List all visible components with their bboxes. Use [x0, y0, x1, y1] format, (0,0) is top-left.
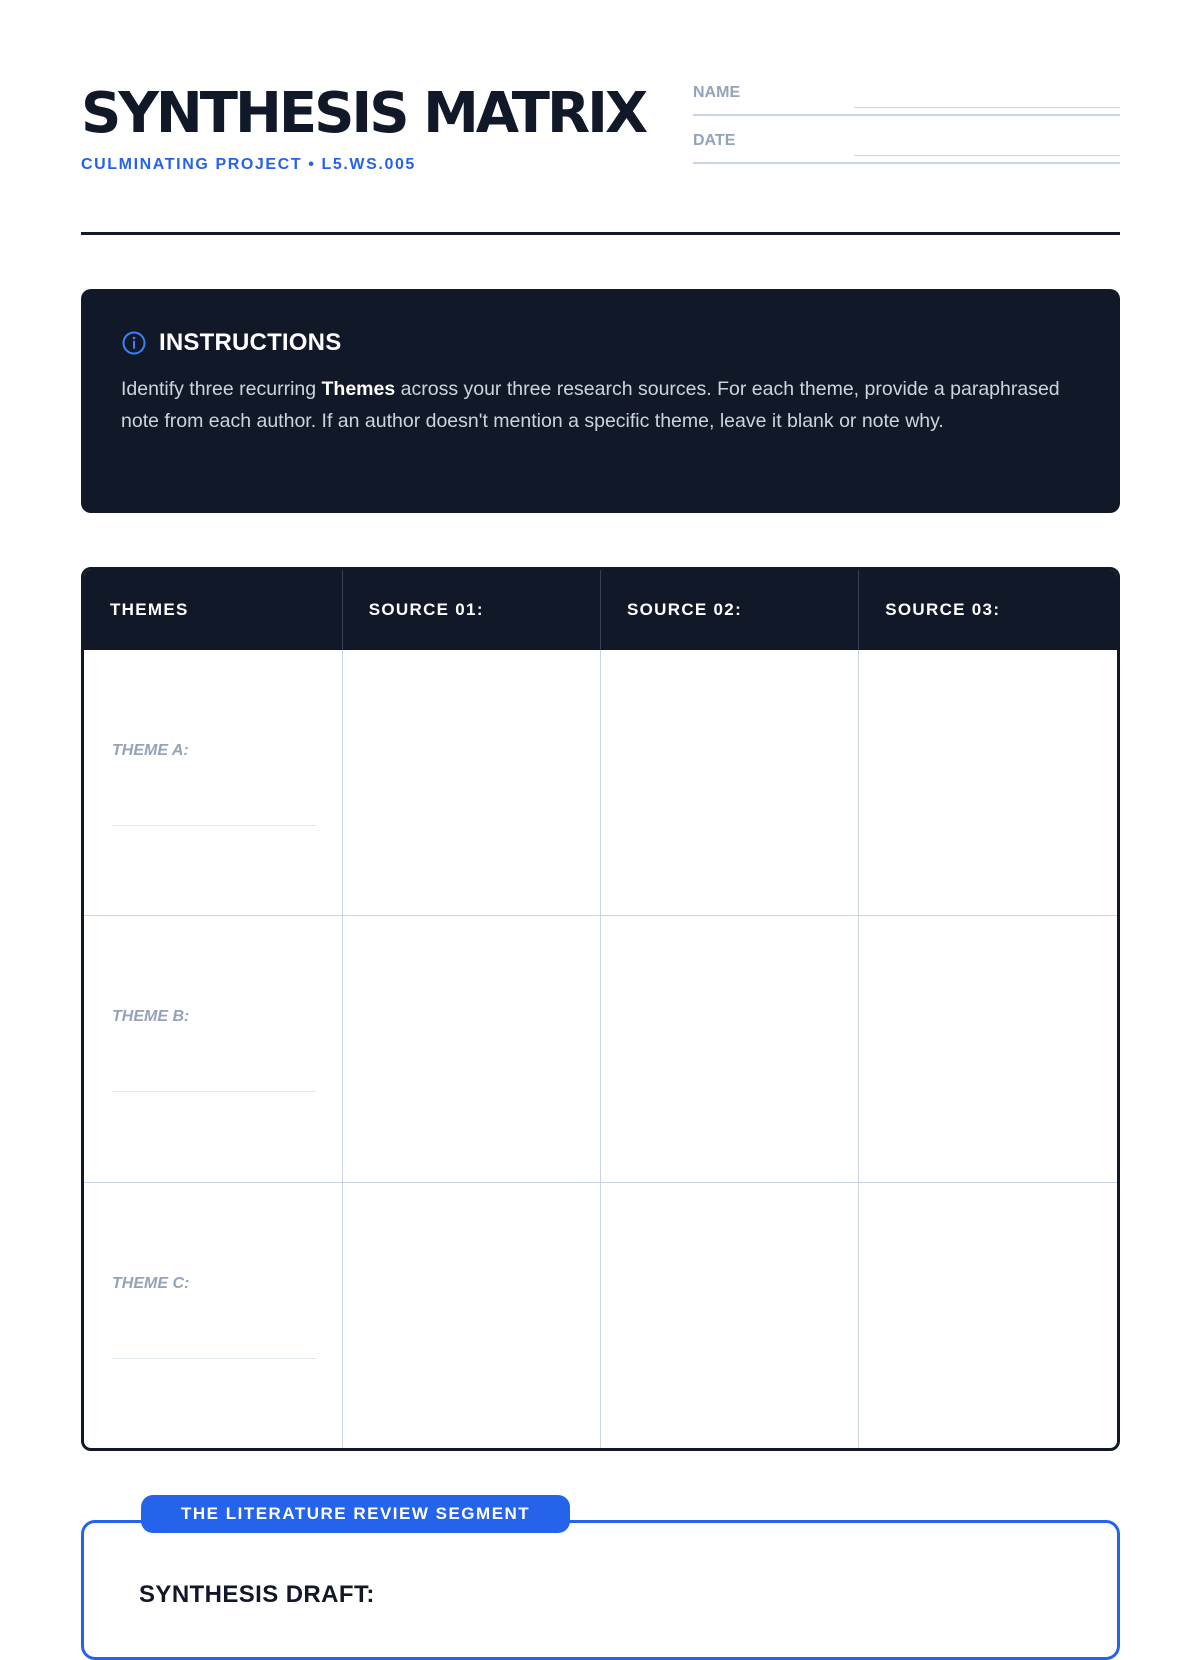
theme-c-source-02-cell[interactable] — [601, 1182, 859, 1448]
theme-c-cell[interactable] — [84, 1182, 342, 1448]
student-info — [693, 80, 1120, 176]
theme-a-source-03-cell[interactable] — [859, 650, 1117, 916]
instructions-text-start: Identify three recurring — [121, 378, 322, 400]
theme-b-line — [112, 1091, 316, 1092]
theme-c-source-03-cell[interactable] — [859, 1182, 1117, 1448]
theme-c-line — [112, 1358, 316, 1359]
theme-b-cell[interactable] — [84, 916, 342, 1182]
instructions-keyword: Themes — [321, 378, 396, 400]
theme-c-label: THEME C: — [112, 1274, 190, 1292]
theme-b-source-03-cell[interactable] — [859, 916, 1117, 1182]
name-label: NAME — [693, 84, 741, 101]
header-source-02: SOURCE 02: — [601, 570, 859, 650]
page-title: SYNTHESIS MATRIX — [81, 81, 646, 146]
worksheet-header — [81, 0, 1120, 240]
theme-c-source-01-cell[interactable] — [342, 1182, 600, 1448]
header-source-01: SOURCE 01: — [342, 570, 600, 650]
worksheet-page — [81, 0, 1120, 1608]
theme-a-cell[interactable] — [84, 650, 342, 916]
header-divider — [81, 232, 1120, 235]
page-subtitle: CULMINATING PROJECT • L5.WS.005 — [81, 156, 416, 173]
segment-badge: THE LITERATURE REVIEW SEGMENT — [141, 1495, 570, 1533]
theme-a-source-01-cell[interactable] — [342, 650, 600, 916]
theme-a-label: THEME A: — [112, 742, 189, 759]
literature-review-segment — [81, 1504, 1120, 1660]
instructions-text — [121, 373, 1080, 437]
theme-a-source-02-cell[interactable] — [601, 650, 859, 916]
instructions-heading — [121, 329, 1080, 357]
date-line — [854, 155, 1120, 156]
synthesis-draft-title: SYNTHESIS DRAFT: — [139, 1581, 375, 1608]
date-label: DATE — [693, 132, 736, 149]
instructions-panel — [81, 289, 1120, 513]
date-field[interactable] — [693, 128, 1120, 164]
instructions-title: INSTRUCTIONS — [159, 329, 342, 356]
header-themes: THEMES — [84, 570, 342, 650]
info-icon — [121, 330, 147, 356]
theme-b-label: THEME B: — [112, 1008, 190, 1026]
theme-b-source-02-cell[interactable] — [601, 916, 859, 1182]
theme-a-line — [112, 825, 316, 826]
name-field[interactable] — [693, 80, 1120, 116]
header-source-03: SOURCE 03: — [859, 570, 1117, 650]
instructions-text-end: across your three research sources. For each theme, provide a paraphrased note from each author. If an author doesn't mention a specific theme, leave it blank or note why. — [121, 378, 1060, 432]
synthesis-matrix-table — [81, 567, 1120, 1451]
table-header-row — [84, 570, 1117, 650]
name-line — [854, 107, 1120, 108]
table-row — [84, 650, 1117, 916]
table-row — [84, 1182, 1117, 1448]
table-row — [84, 916, 1117, 1182]
theme-b-source-01-cell[interactable] — [342, 916, 600, 1182]
